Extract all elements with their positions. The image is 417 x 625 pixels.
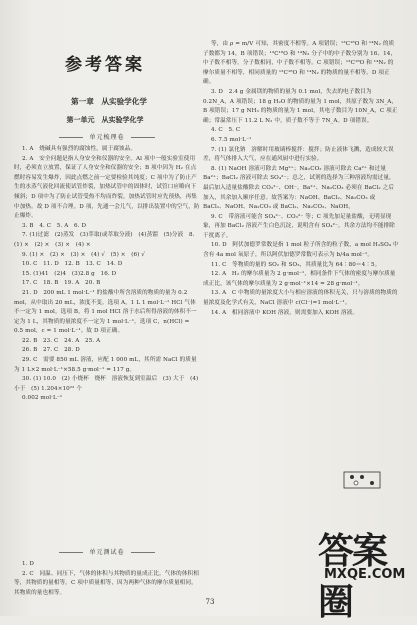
answer-paragraph: 6. 7.5 mol·L⁻¹ <box>211 136 252 143</box>
answer-paragraph: 7. (1)过滤 (2)蒸发 (3)萃取(或萃取分液) (4)蒸馏 (5)分液 8. (1) × (2) × (3) × (4) × <box>14 232 195 248</box>
answer-paragraph: 2. A 安全问题是指人身安全和仪器的安全。Al 项中一般实验室使用时，必须直立放置，保证了人身安全和仪器的安全；B 项中因为 H₂ 在点燃时容易发生爆炸，因此点燃之前一定要检验其纯度；C 项中为了防止产生的水蒸气液化回流使试管炸裂，加热试管中的固体时，试管口应略向下倾斜；D 项中为了防止试管受热不均而炸裂，加热试管时应先预热，再集中加热。故 D 项不合理。D 项，先通一会儿气，以排出装置中的空气，防止爆炸。 <box>14 155 200 220</box>
answer-paragraph: 1. D <box>22 561 34 567</box>
answer-paragraph: 14. A 相同溶液中 KOH 溶液，则需要加入 KOH 溶液。 <box>211 309 359 316</box>
answer-paragraph: 0.002 mol·L⁻¹ <box>22 395 63 402</box>
watermark-url: MXQE.COM <box>324 567 406 582</box>
answer-paragraph: 等，由 ρ = m/V 可知，其密度不相等。A 项错误；¹³C¹⁸O 和 ¹⁴N₂ 的质子数都为 14，B 项错误；¹³C¹⁸O 和 ¹⁴N₂ 分子中的中子数分别为 16、14，中子数不相等，分子数相同，中子数不相等。C 项错误；¹³C¹⁸O 和 ¹⁴N₂ 的摩尔质量不相等，相同质量的 ¹³C¹⁸O 和 ¹⁴N₂ 的物质的量不相等。D 项正确。 <box>203 41 397 86</box>
answer-paragraph: 15. (1)41 (2)4 (3)2.8 g 16. D <box>22 270 117 277</box>
answer-paragraph: 13. A C 中物质的量浓度大小与相应溶液的体积无关，只与溶质的物质的量浓度及化学式有关，NaCl 溶液中 c(Cl⁻)=1 mol·L⁻¹。 <box>203 290 398 307</box>
page-number: 73 <box>205 598 215 606</box>
answer-paragraph: 30. (1) 10.0 (2) 小烧杯 烧杯 溶液恢复到室温后 (3) 大于 (4) 小于 (5) 1.204×10²² 个 <box>14 376 199 392</box>
unit-heading: 第一单元 从实验学化学 <box>66 115 144 124</box>
answer-paragraph: 7. (1) 氯化钠 溶解时用玻璃棒搅拌：搅拌；防止液体飞溅，造成较大误差，将气体排入大气，应在通风厨中进行实验。 <box>203 146 394 163</box>
answer-paragraph: 11. C 等物质的量的 SO₂ 和 SO₃，其质量比为 64∶80＝4∶5。 <box>211 261 381 268</box>
answer-paragraph: 3. B 4. C 5. A 6. D <box>22 222 87 229</box>
answer-paragraph: 8. (1) NaOH 溶液可除去 Mg²⁺；Na₂CO₃ 溶液可除去 Ca²⁺ 和过量 Ba²⁺；BaCl₂ 溶液可除去 SO₄²⁻；总之，试剂的选择为三种溶液均需过量，最后加入适量盐酸除去 CO₃²⁻、OH⁻。Ba²⁺、Na₂CO₃ 必须在 BaCl₂ 之后加入，其余加入顺序任意。故答案为：NaOH、BaCl₂、Na₂CO₃ 或 BaCl₂、NaOH、Na₂CO₃ 或 BaCl₂、Na₂CO₃、NaOH。 <box>203 165 395 211</box>
answer-paragraph: 12. A H₂ 的摩尔质量为 2 g·mol⁻¹，相同条件下气体的密度与摩尔质量成正比，该气体的摩尔质量为 2 g·mol⁻¹×14 = 28 g·mol⁻¹。 <box>203 271 396 287</box>
chapter-heading: 第一章 从实验学化学 <box>71 97 147 106</box>
answer-paragraph: 10. C 11. D 12. B 13. C 14. D <box>22 261 123 268</box>
answer-paragraph: 26. B 27. C 28. D <box>22 347 80 354</box>
answer-paragraph: 21. D 200 mL 1 mol·L⁻¹ 的盐酸中所含溶质的物质的量为 0.2 mol，从中取出 20 mL，浓度不变。选项 A，1 L 1 mol·L⁻¹ HCl 气体不一定为 1 mol。选项 B，将 1 mol HCl 溶于水后所得溶液的体积不一定为 1 L，其物质的量浓度不一定为 1 mol·L⁻¹。选项 C，n(HCl) = 0.5 mol，c = 1 mol·L⁻¹。故 D 项正确。 <box>14 289 197 335</box>
molecule-diagram <box>343 471 381 489</box>
section-heading-test: 单元测试卷 <box>14 548 200 558</box>
answer-paragraph: 9. (1) × (2) × (3) × (4) √ (5) × (6) √ <box>22 251 145 258</box>
answer-paragraph: 2. C 同温、同压下，气体的体积与其物质的量成正比。气体的体积相等，其物质的量相等。C 项中质量相等，因为两种气体的摩尔质量相同，其物质的量也相等。 <box>14 570 199 596</box>
page-title: 参考答案 <box>65 55 145 75</box>
watermark-logo <box>318 523 408 623</box>
answers-block-left-1 <box>14 145 200 404</box>
answer-paragraph: 1. A 烧碱具有强烈的腐蚀性，属于腐蚀品。 <box>22 146 137 152</box>
answer-paragraph: 22. B 23. C 24. A 25. A <box>22 337 101 344</box>
section-heading-review: 单元梳理卷 <box>14 133 200 143</box>
answer-paragraph: 29. C 需要 850 mL 溶液，应配 1 000 mL，其所需 NaCl 的质量为 1 L×2 mol·L⁻¹×58.5 g·mol⁻¹ = 117 g。 <box>14 357 197 373</box>
watermark-text: 答案圈 <box>318 531 387 623</box>
answer-paragraph: 3. D 2.4 g 金属镁的物质的量为 0.1 mol，失去的电子数目为 0.2N_A，A 项错误；18 g H₂O 的物质的量为 1 mol，其原子数为 3N_A，B 项错误；17 g NH₃ 的物质的量为 1 mol，其电子数目为 10N_A，C 项正确；常温常压下 11.2 L N₂ 中，质子数不等于 7N_A。D 项错误。 <box>203 88 398 124</box>
answer-paragraph: 10. D 阿伏加德罗常数是指 1 mol 粒子所含的粒子数，a mol H₂SO₄ 中含有 4a mol 氧原子，所以阿伏加德罗常数可表示为 b/4a mol⁻¹。 <box>203 242 399 259</box>
answers-block-left-2 <box>14 560 200 598</box>
answer-paragraph: 17. C 18. B 19. A 20. B <box>22 280 101 287</box>
answer-paragraph: 9. C 带溶液可能含 SO₄²⁻、CO₃²⁻ 等；C 项先加足量盐酸，无明显现象，再加 BaCl₂ 溶液产生白色沉淀，说明含有 SO₄²⁻，其余方法均不能排除干扰离子。 <box>203 213 395 239</box>
answers-block-right <box>203 40 399 318</box>
answer-paragraph: 4. C 5. C <box>211 127 241 134</box>
